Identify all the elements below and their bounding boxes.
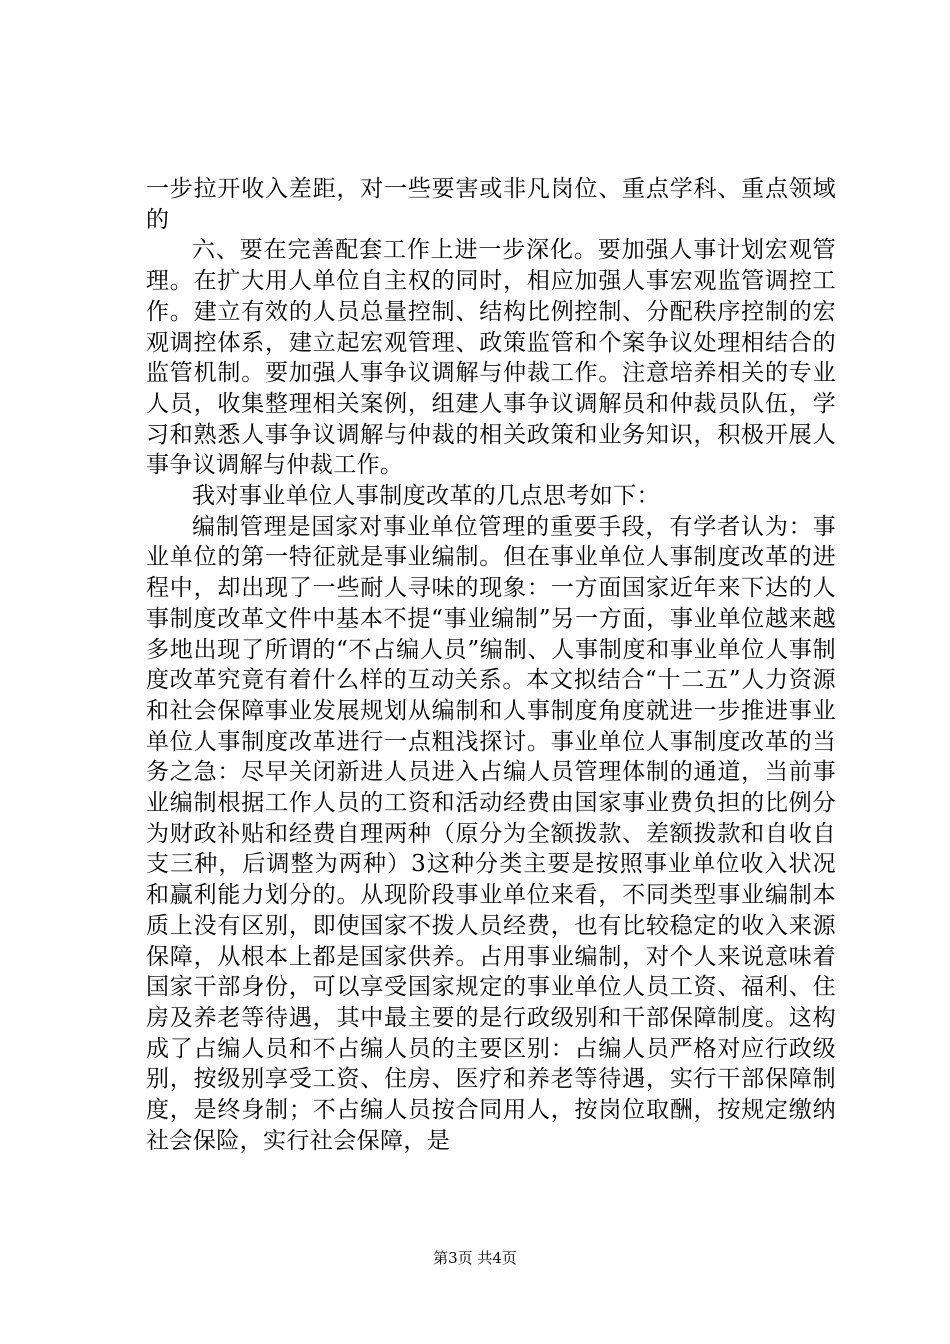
paragraph-section-six: 六、要在完善配套工作上进一步深化。要加强人事计划宏观管理。在扩大用人单位自主权的同时，相应加强人事宏观监管调控工作。建立有效的人员总量控制、结构比例控制、分配秩序控制的宏观调控体系，建立起宏观管理、政策监管和个案争议处理相结合的监管机制。要加强人事争议调解与仲裁工作。注意培养相关的专业人员，收集整理相关案例，组建人事争议调解员和仲裁员队伍，学习和熟悉人事争议调解与仲裁的相关政策和业务知识，积极开展人事争议调解与仲裁工作。 bbox=[146, 237, 836, 479]
paragraph-staffing-management: 编制管理是国家对事业单位管理的重要手段，有学者认为：事业单位的第一特征就是事业编制。但在事业单位人事制度改革的进程中，却出现了一些耐人寻味的现象：一方面国家近年来下达的人事制度改革文件中基本不提“事业编制”另一方面，事业单位越来越多地出现了所谓的“不占编人员”编制、人事制度和事业单位人事制度改革究竟有着什么样的互动关系。本文拟结合“十二五”人力资源和社会保障事业发展规划从编制和人事制度角度就进一步推进事业单位人事制度改革进行一点粗浅探讨。事业单位人事制度改革的当务之急：尽早关闭新进人员进入占编人员管理体制的通道，当前事业编制根据工作人员的工资和活动经费由国家事业费负担的比例分为财政补贴和经费自理两种（原分为全额拨款、差额拨款和自收自支三种，后调整为两种）3这种分类主要是按照事业单位收入状况和赢利能力划分的。从现阶段事业单位来看，不同类型事业编制本质上没有区别，即使国家不拨人员经费，也有比较稳定的收入来源保障，从根本上都是国家供养。占用事业编制，对个人来说意味着国家干部身份，可以享受国家规定的事业单位人员工资、福利、住房及养老等待遇，其中最主要的是行政级别和干部保障制度。这构成了占编人员和不占编人员的主要区别：占编人员严格对应行政级别，按级别享受工资、住房、医疗和养老等待遇，实行干部保障制度，是终身制；不占编人员按合同用人，按岗位取酬，按规定缴纳社会保险，实行社会保障，是 bbox=[146, 513, 836, 1154]
page-footer bbox=[0, 1248, 950, 1268]
document-body bbox=[146, 174, 836, 1157]
page-number-label: 第3页 共4页 bbox=[433, 1249, 517, 1267]
paragraph-thoughts-intro: 我对事业单位人事制度改革的几点思考如下： bbox=[192, 483, 660, 510]
paragraph-continuation: 一步拉开收入差距，对一些要害或非凡岗位、重点学科、重点领域的 bbox=[146, 176, 836, 233]
